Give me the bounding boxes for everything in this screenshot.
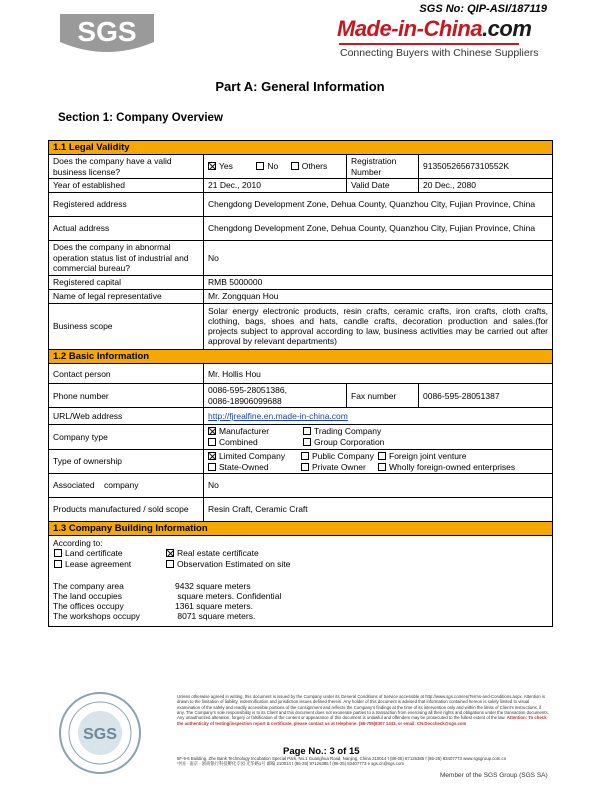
table-row <box>49 240 553 275</box>
workshops-occupy-label: The workshops occupy <box>53 611 140 622</box>
products-scope-value: Resin Craft, Ceramic Craft <box>204 497 553 521</box>
mic-tagline: Connecting Buyers with Chinese Suppliers <box>340 47 539 59</box>
table-row <box>49 275 553 289</box>
land-occupies-value: square meters. Confidential <box>175 591 282 602</box>
sgs-logo-text: SGS <box>77 16 137 47</box>
checkbox-icon <box>208 438 216 446</box>
year-established-value: 21 Dec., 2010 <box>204 178 347 192</box>
company-type-manufacturer[interactable]: Manufacturer <box>208 426 303 436</box>
business-scope-label: Business scope <box>49 303 204 349</box>
checkbox-icon <box>208 463 216 471</box>
land-occupies-label: The land occupies <box>53 591 122 602</box>
phone-number-1: 0086-595-28051386, <box>208 385 287 396</box>
footer-address-line-2: 中国 · 南京 · 浙商银行科技孵化专园 光华路1号 邮编 210014 t (86-25) 87126385 f (86-25) 83407773 e sgs.cn@sgs.com <box>177 761 404 766</box>
phone-number-label: Phone number <box>49 384 204 408</box>
phone-number-value <box>204 384 347 408</box>
building-information-heading: 1.3 Company Building Information <box>49 521 553 535</box>
products-scope-label: Products manufactured / sold scope <box>49 497 204 521</box>
table-row <box>49 216 553 240</box>
registered-capital-value: RMB 5000000 <box>204 275 553 289</box>
table-row <box>49 178 553 192</box>
license-option-others[interactable]: Others <box>291 161 328 171</box>
license-label: Does the company have a valid business license? <box>49 155 204 178</box>
checkbox-icon <box>166 560 174 568</box>
legal-representative-value: Mr. Zongquan Hou <box>204 289 553 303</box>
checked-checkbox-icon <box>166 549 174 557</box>
table-row <box>49 425 553 449</box>
legal-validity-heading: 1.1 Legal Validity <box>49 141 553 155</box>
header-divider <box>339 43 519 45</box>
license-options <box>204 155 347 178</box>
company-type-label: Company type <box>49 425 204 449</box>
list-item <box>53 591 548 601</box>
offices-occupy-value: 1361 square meters. <box>175 601 253 612</box>
footer-address <box>177 756 549 767</box>
ownership-public-company[interactable]: Public Company <box>301 451 378 461</box>
ownership-type-label: Type of ownership <box>49 449 204 473</box>
year-established-label: Year of established <box>49 178 204 192</box>
company-website-link[interactable]: http://fjrealfine.en.made-in-china.com <box>208 411 348 422</box>
url-cell <box>204 408 553 425</box>
certificate-real-estate[interactable]: Real estate certificate <box>166 548 259 558</box>
section-title: Section 1: Company Overview <box>58 112 223 124</box>
checkbox-icon <box>378 452 386 460</box>
workshops-occupy-value: 8071 square meters. <box>175 611 256 622</box>
checkbox-icon <box>303 427 311 435</box>
certificate-row-1 <box>54 548 548 558</box>
basic-information-heading: 1.2 Basic Information <box>49 349 553 363</box>
basic-information-header <box>49 349 553 363</box>
registration-number-value: 91350526567310552K <box>419 155 553 178</box>
company-area-label: The company area <box>53 580 124 591</box>
company-type-combined[interactable]: Combined <box>208 437 303 447</box>
checkbox-icon <box>301 463 309 471</box>
business-scope-value: Solar energy electronic products, resin crafts, ceramic crafts, iron crafts, cloth crafts, clothing, bags, shoes and hats, candle crafts, decoration production and sales.(for projects subject to approval according to law, business activities may be carried out after approval by relevant departments) <box>204 303 553 349</box>
ownership-type-options <box>204 449 553 473</box>
table-row <box>49 364 553 384</box>
legal-representative-label: Name of legal representative <box>49 289 204 303</box>
ownership-limited-company[interactable]: Limited Company <box>208 451 301 461</box>
checked-checkbox-icon <box>208 452 216 460</box>
checkbox-icon <box>303 438 311 446</box>
mic-logo-domain: .com <box>482 16 532 41</box>
ownership-foreign-joint-venture[interactable]: Foreign joint venture <box>378 451 528 461</box>
offices-occupy-label: The offices occupy <box>53 601 124 612</box>
ownership-state-owned[interactable]: State-Owned <box>208 462 301 472</box>
mic-logo-name: Made-in-China <box>337 16 483 41</box>
sgs-member-note: Member of the SGS Group (SGS SA) <box>440 772 548 779</box>
actual-address-value: Chengdong Development Zone, Dehua County, Quanzhou City, Fujian Province, China <box>204 216 553 240</box>
certificate-land[interactable]: Land certificate <box>54 548 166 558</box>
registered-address-value: Chengdong Development Zone, Dehua County, Quanzhou City, Fujian Province, China <box>204 192 553 216</box>
building-information-row <box>49 536 553 626</box>
actual-address-label: Actual address <box>49 216 204 240</box>
table-row <box>49 155 553 178</box>
registered-address-label: Registered address <box>49 192 204 216</box>
ownership-private-owner[interactable]: Private Owner <box>301 462 378 472</box>
license-option-yes[interactable]: Yes <box>208 161 254 171</box>
building-information-cell <box>49 536 553 626</box>
list-item <box>53 611 548 621</box>
table-row <box>49 384 553 408</box>
table-row <box>49 192 553 216</box>
valid-date-label: Valid Date <box>347 178 419 192</box>
legal-disclaimer <box>177 694 549 726</box>
authenticity-notice: Attention: To check the authenticity of testing/inspection report & certificate, please contact us at telephone: (86-755)8307 1443, or email: CN.Doccheck@sgs.com <box>177 715 547 726</box>
associated-company-value: No <box>204 473 553 497</box>
legal-validity-header <box>49 141 553 155</box>
checked-checkbox-icon <box>208 427 216 435</box>
list-item <box>53 601 548 611</box>
fax-number-label: Fax number <box>347 384 419 408</box>
contact-person-value: Mr. Hollis Hou <box>204 364 553 384</box>
building-information-header <box>49 521 553 535</box>
phone-number-2: 0086-18906099688 <box>208 395 282 406</box>
list-item <box>53 581 548 591</box>
certificate-row-2 <box>54 559 548 569</box>
certificate-lease[interactable]: Lease agreement <box>54 559 166 569</box>
checked-checkbox-icon <box>208 162 216 170</box>
license-option-no[interactable]: No <box>256 161 288 171</box>
page-number: Page No.: 3 of 15 <box>283 746 360 757</box>
disclaimer-text: Unless otherwise agreed in writing, this document is issued by the Company under its General Conditions of Service accessible at http://www.sgs.com/en/Terms-and-Conditions.aspx. Attention is drawn to the limitation of liability, indemnification and jurisdiction issues defined therein. Any holder of this document is advised that information contained hereon is solely limited to visual examination of the safely and readily accessible portions of the consignment and reflects the Company's findings at the time of its intervention only and within the limits of Client's instructions, if any. The Company's sole responsibility is to its Client and this document does not exonerate parties to a transaction from exercising all their rights and obligations under the transaction documents. Any unauthorized alteration, forgery or falsification of the content or appearance of this document is unlawful and offenders may be prosecuted to the fullest extent of the law. <box>177 694 549 721</box>
ownership-wholly-foreign-owned[interactable]: Wholly foreign-owned enterprises <box>378 462 528 472</box>
url-label: URL/Web address <box>49 408 204 425</box>
table-row <box>49 303 553 349</box>
footer-address-line-1: 5F-9-6 Building, Zhe Bank Technology Incubation Special Park, No.1 Guanghua Road, Nanjing, China 210014 t (86-25) 87126385 f (86-25) 83407773 www.sgsgroup.com.cn <box>177 756 507 761</box>
registration-number-label: Registration Number <box>347 155 419 178</box>
company-area-value: 9432 square meters <box>175 580 251 591</box>
valid-date-value: 20 Dec., 2080 <box>419 178 553 192</box>
sgs-seal-icon <box>57 690 143 776</box>
contact-person-label: Contact person <box>49 364 204 384</box>
checkbox-icon <box>291 162 299 170</box>
seal-text: SGS <box>83 726 117 743</box>
checkbox-icon <box>54 549 62 557</box>
according-to-label: According to: <box>53 538 103 549</box>
sgs-report-number: SGS No: QIP-ASI/187119 <box>419 3 547 15</box>
company-type-trading-company[interactable]: Trading Company <box>303 426 393 436</box>
table-row <box>49 289 553 303</box>
checkbox-icon <box>54 560 62 568</box>
checkbox-icon <box>256 162 264 170</box>
fax-number-value: 0086-595-28051387 <box>419 384 553 408</box>
associated-company-label: Associated company <box>49 473 204 497</box>
table-row <box>49 497 553 521</box>
company-overview-table <box>48 140 553 627</box>
company-type-group-corporation[interactable]: Group Corporation <box>303 437 393 447</box>
abnormal-status-label: Does the company in abnormal operation status list of industrial and commercial bureau? <box>49 240 204 275</box>
checkbox-icon <box>301 452 309 460</box>
abnormal-status-value: No <box>204 240 553 275</box>
checkbox-icon <box>378 463 386 471</box>
table-row <box>49 449 553 473</box>
sgs-logo <box>56 12 158 56</box>
registered-capital-label: Registered capital <box>49 275 204 289</box>
table-row <box>49 473 553 497</box>
table-row <box>49 408 553 425</box>
part-title: Part A: General Information <box>215 79 385 94</box>
company-type-options <box>204 425 553 449</box>
certificate-observation[interactable]: Observation Estimated on site <box>166 559 290 569</box>
made-in-china-logo <box>337 16 531 42</box>
